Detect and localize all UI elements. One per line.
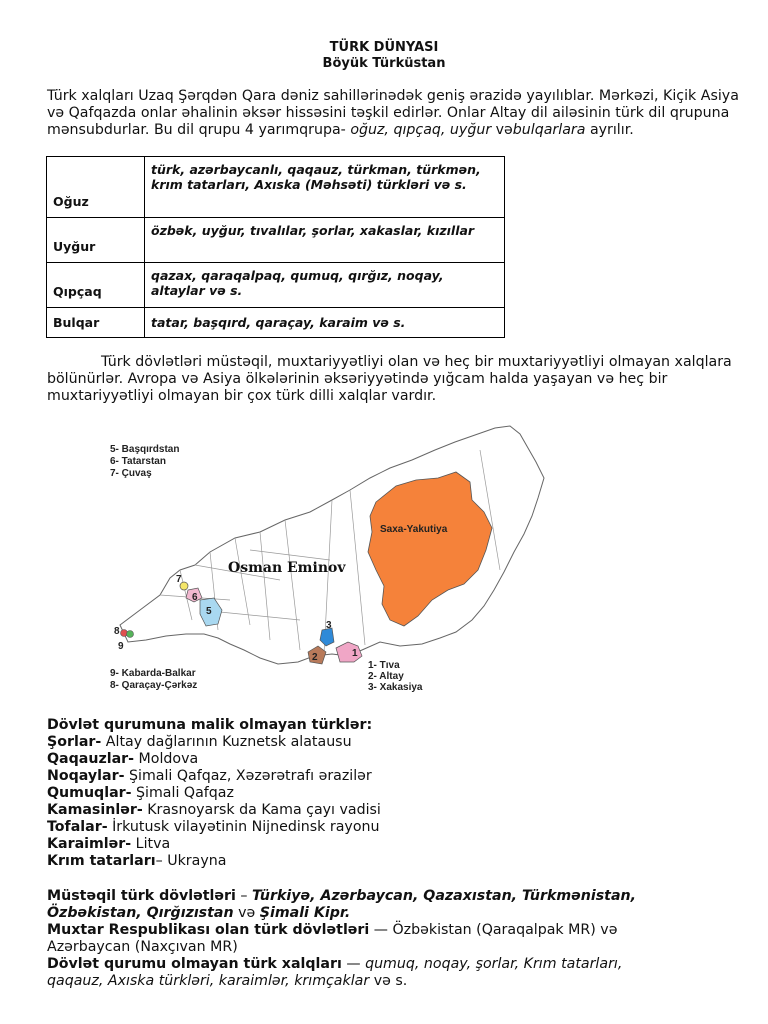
- map-number: 5: [206, 606, 212, 617]
- intro-italic-groups: oğuz, qıpçaq, uyğur: [350, 122, 492, 138]
- map-number: 1: [352, 648, 358, 659]
- page-subtitle: Böyük Türküstan: [322, 56, 446, 71]
- group-peoples: türk, azərbaycanlı, qaqauz, türkman, türkmən, krım tatarları, Axıska (Məhsəti) türkləri və s.: [145, 157, 505, 218]
- list-item: Qumuqlar- Şimali Qafqaz: [47, 785, 234, 801]
- map-number: 2: [312, 652, 318, 663]
- group-peoples: tatar, başqırd, qaraçay, karaim və s.: [145, 308, 505, 338]
- map-legend-item: 7- Çuvaş: [110, 468, 152, 479]
- map-number: 7: [176, 574, 182, 585]
- group-name: Qıpçaq: [47, 263, 145, 308]
- map-legend-item: 3- Xakasiya: [368, 682, 423, 693]
- list-item: Qaqauzlar- Moldova: [47, 751, 199, 767]
- list-item: Tofalar- İrkutusk vilayətinin Nijnedinsk rayonu: [47, 819, 380, 835]
- map-legend-item: 1- Tıva: [368, 660, 400, 671]
- group-peoples: qazax, qaraqalpaq, qumuq, qırğız, noqay, altaylar və s.: [145, 263, 505, 308]
- map-watermark: Osman Eminov: [228, 560, 346, 576]
- group-peoples: özbək, uyğur, tıvalılar, şorlar, xakaslar, kızıllar: [145, 218, 505, 263]
- autonomous-states-line: Muxtar Respublikası olan türk dövlətləri — Özbəkistan (Qaraqalpak MR) və: [47, 922, 618, 938]
- list-item: Şorlar- Altay dağlarının Kuznetsk alatausu: [47, 734, 352, 750]
- map-number: 9: [118, 641, 124, 652]
- list-item: Kamasinlər- Krasnoyarsk da Kama çayı vadisi: [47, 802, 381, 818]
- group-name: Bulqar: [47, 308, 145, 338]
- independent-states-line-2: Özbəkistan, Qırğızıstan və Şimali Kipr.: [47, 905, 351, 921]
- independent-states-line: Müstəqil türk dövlətləri – Türkiyə, Azərbaycan, Qazaxıstan, Türkmənistan,: [47, 888, 637, 904]
- table-row: [47, 218, 505, 263]
- list-item: Krım tatarları– Ukrayna: [47, 853, 227, 869]
- summary-block: [47, 888, 747, 990]
- list-item: Karaimlər- Litva: [47, 836, 171, 852]
- list-item: Noqaylar- Şimali Qafqaz, Xəzərətrafı ərazilər: [47, 768, 372, 784]
- page-title: TÜRK DÜNYASI: [329, 40, 439, 55]
- autonomous-states-line-2: Azərbaycan (Naxçıvan MR): [47, 939, 238, 955]
- map-legend-item: 9- Kabarda-Balkar: [110, 668, 196, 679]
- map-legend-item: 8- Qaraçay-Çərkəz: [110, 680, 198, 691]
- yakutia-label: Saxa-Yakutiya: [380, 524, 448, 535]
- intro-text-and: və: [491, 122, 513, 138]
- stateless-heading: Dövlət qurumuna malik olmayan türklər:: [47, 717, 373, 733]
- intro-text: Türk xalqları Uzaq Şərqdən Qara dəniz sahillərinədək geniş ərazidə yayılıblar. Mərkəzi, Kiçik Asiya və Qafqazda onlar əhalinin əksər hissəsini təşkil edirlər. Onlar Altay dil ailəsinin türk dil qrupuna mənsubdurlar. Bu dil qrupu 4 yarımqrupa-: [47, 88, 739, 138]
- stateless-turks-list: [47, 717, 747, 870]
- states-paragraph: Türk dövlətləri müstəqil, muxtariyyətliyi olan və heç bir muxtariyyətliyi olmayan xalqlara bölünürlər. Avropa və Asiya ölkələrinin əksəriyyətində yığcam halda yaşayan və heç bir muxtariyyətliyi olmayan bir çox türk dilli xalqlar vardır.: [47, 354, 732, 404]
- map-number: 3: [326, 620, 332, 631]
- stateless-peoples-line-2: qaqauz, Axıska türkləri, karaimlər, krımçaklar və s.: [47, 973, 408, 989]
- map-number: 6: [192, 592, 198, 603]
- language-groups-table: [46, 156, 505, 338]
- map-legend-item: 6- Tatarstan: [110, 456, 166, 467]
- turkic-regions-map: [100, 420, 560, 700]
- group-name: Uyğur: [47, 218, 145, 263]
- map-legend-item: 5- Başqırdstan: [110, 444, 180, 455]
- intro-text-end: ayrılır.: [585, 122, 634, 138]
- intro-paragraph: [47, 88, 747, 139]
- table-row: [47, 157, 505, 218]
- stateless-peoples-line: Dövlət qurumu olmayan türk xalqları — qumuq, noqay, şorlar, Krım tatarları,: [47, 956, 623, 972]
- table-row: [47, 263, 505, 308]
- group-name: Oğuz: [47, 157, 145, 218]
- intro-italic-bulqar: bulqarlara: [512, 122, 586, 138]
- kabarda-region: [127, 631, 134, 638]
- map-legend-item: 2- Altay: [368, 671, 404, 682]
- map-number: 8: [114, 626, 120, 637]
- table-row: [47, 308, 505, 338]
